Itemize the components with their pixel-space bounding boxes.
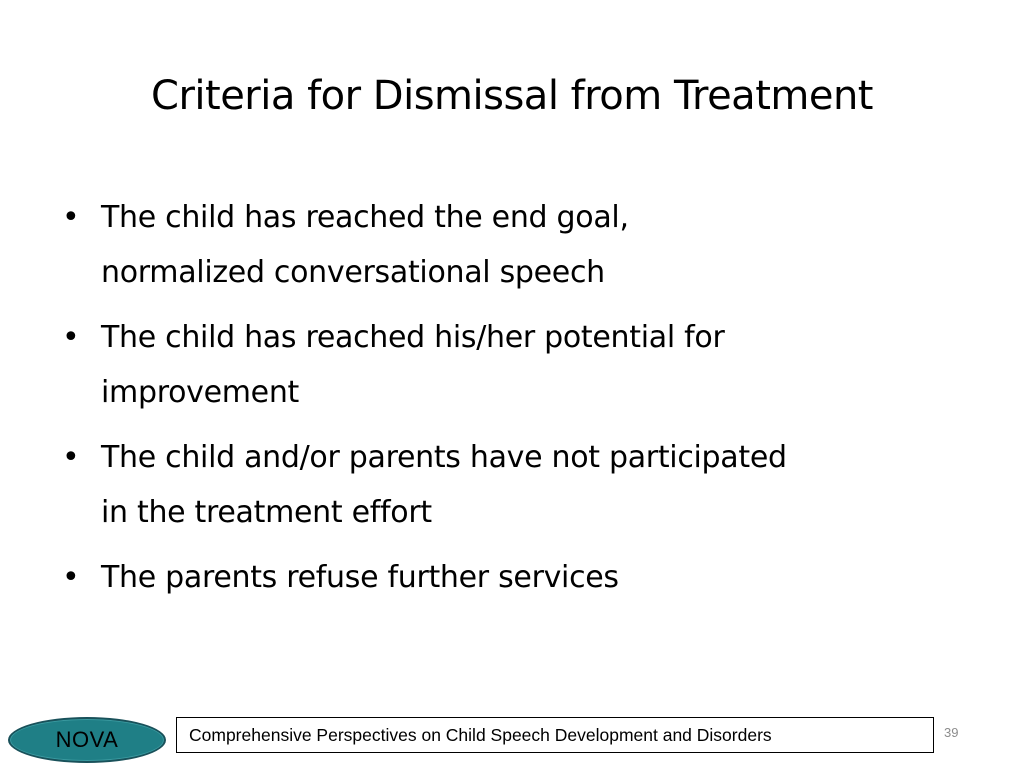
bullet-text-line: in the treatment effort [101,495,432,530]
bullet-text-line: The child has reached his/her potential for [101,320,725,355]
bullet-text-line: The child has reached the end goal, [101,200,629,235]
nova-logo-badge [8,717,166,763]
bullet-item-1 [58,190,978,300]
slide-number: 39 [944,725,959,740]
bullet-text-line: The parents refuse further services [101,560,619,595]
bullet-text-line: The child and/or parents have not participated [101,440,787,475]
bullet-text-line: normalized conversational speech [101,255,605,290]
slide-title: Criteria for Dismissal from Treatment [151,73,873,119]
bullet-dot-icon: • [62,440,80,475]
bullet-list [58,190,978,615]
bullet-dot-icon: • [62,560,80,595]
bullet-dot-icon: • [62,320,80,355]
bullet-item-3 [58,430,978,540]
bullet-text-line: improvement [101,375,299,410]
course-title-box [176,717,934,753]
bullet-dot-icon: • [62,200,80,235]
nova-logo-label: NOVA [55,727,119,752]
bullet-item-2 [58,310,978,420]
bullet-item-4 [58,550,978,605]
course-title-text: Comprehensive Perspectives on Child Speech Development and Disorders [189,724,772,745]
